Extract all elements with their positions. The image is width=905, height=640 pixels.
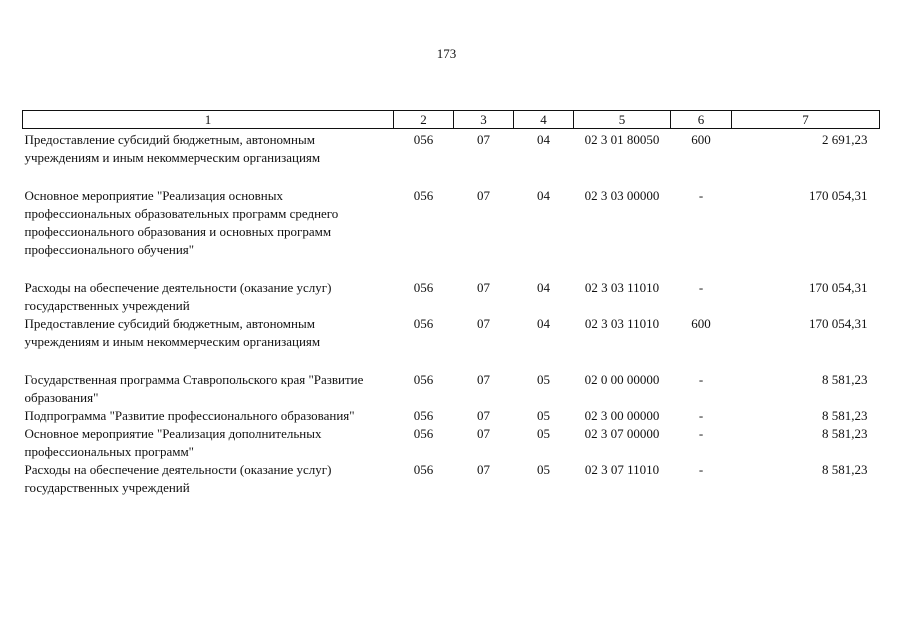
row-ministry-code: 056 [413,132,434,147]
row-target-code: 02 3 03 11010 [584,316,660,331]
row-target-code: 02 3 01 80050 [584,132,660,147]
budget-table [22,110,880,497]
row-amount: 8 581,23 [822,462,868,477]
column-header: 5 [574,111,671,129]
row-section-code: 07 [477,188,490,203]
column-header: 7 [732,111,880,129]
row-section-code: 07 [477,372,490,387]
row-amount: 8 581,23 [822,408,868,423]
table-row [23,279,880,315]
row-name: Предоставление субсидий бюджетным, автономным учреждениям и иным некоммерческим организациям [24,132,321,165]
row-amount: 170 054,31 [809,188,868,203]
row-subsection-code: 05 [537,426,550,441]
row-amount: 170 054,31 [809,280,868,295]
row-ministry-code: 056 [413,372,434,387]
row-expense-type: 600 [691,316,711,331]
column-header: 6 [671,111,732,129]
column-header: 4 [514,111,574,129]
row-name: Расходы на обеспечение деятельности (оказание услуг) государственных учреждений [24,280,332,313]
page-number: 173 [436,46,457,61]
row-expense-type: - [698,280,704,295]
row-section-code: 07 [477,280,490,295]
row-name: Основное мероприятие "Реализация основных профессиональных образовательных программ среднего профессионального образования и основных программ профессионального обучения" [24,188,339,257]
row-ministry-code: 056 [413,188,434,203]
row-name: Основное мероприятие "Реализация дополнительных профессиональных программ" [24,426,322,459]
row-section-code: 07 [477,316,490,331]
table-row [23,407,880,425]
table-row [23,425,880,461]
row-name: Предоставление субсидий бюджетным, автономным учреждениям и иным некоммерческим организациям [24,316,321,349]
row-ministry-code: 056 [413,408,434,423]
row-target-code: 02 3 03 00000 [584,188,660,203]
table-header-row [23,111,880,129]
row-subsection-code: 05 [537,462,550,477]
row-expense-type: - [698,426,704,441]
row-subsection-code: 05 [537,408,550,423]
row-expense-type: - [698,372,704,387]
row-section-code: 07 [477,462,490,477]
table-row [23,129,880,188]
table-row [23,315,880,371]
row-target-code: 02 3 00 00000 [584,408,660,423]
row-target-code: 02 0 00 00000 [584,372,660,387]
row-amount: 8 581,23 [822,372,868,387]
column-header: 1 [23,111,394,129]
row-expense-type: - [698,188,704,203]
table-row [23,371,880,407]
row-amount: 170 054,31 [809,316,868,331]
row-subsection-code: 04 [537,280,550,295]
row-name: Государственная программа Ставропольского края "Развитие образования" [24,372,364,405]
table-row [23,187,880,279]
row-subsection-code: 04 [537,188,550,203]
column-header: 2 [394,111,454,129]
row-expense-type: 600 [691,132,711,147]
row-section-code: 07 [477,408,490,423]
row-expense-type: - [698,462,704,477]
row-target-code: 02 3 03 11010 [584,280,660,295]
row-section-code: 07 [477,426,490,441]
row-name: Подпрограмма "Развитие профессионального образования" [24,408,355,423]
table-row [23,461,880,497]
row-target-code: 02 3 07 00000 [584,426,660,441]
row-ministry-code: 056 [413,316,434,331]
row-amount: 2 691,23 [822,132,868,147]
column-header: 3 [454,111,514,129]
row-ministry-code: 056 [413,280,434,295]
row-ministry-code: 056 [413,462,434,477]
row-ministry-code: 056 [413,426,434,441]
row-amount: 8 581,23 [822,426,868,441]
row-expense-type: - [698,408,704,423]
row-subsection-code: 05 [537,372,550,387]
row-name: Расходы на обеспечение деятельности (оказание услуг) государственных учреждений [24,462,332,495]
row-target-code: 02 3 07 11010 [584,462,660,477]
row-subsection-code: 04 [537,132,550,147]
row-section-code: 07 [477,132,490,147]
row-subsection-code: 04 [537,316,550,331]
